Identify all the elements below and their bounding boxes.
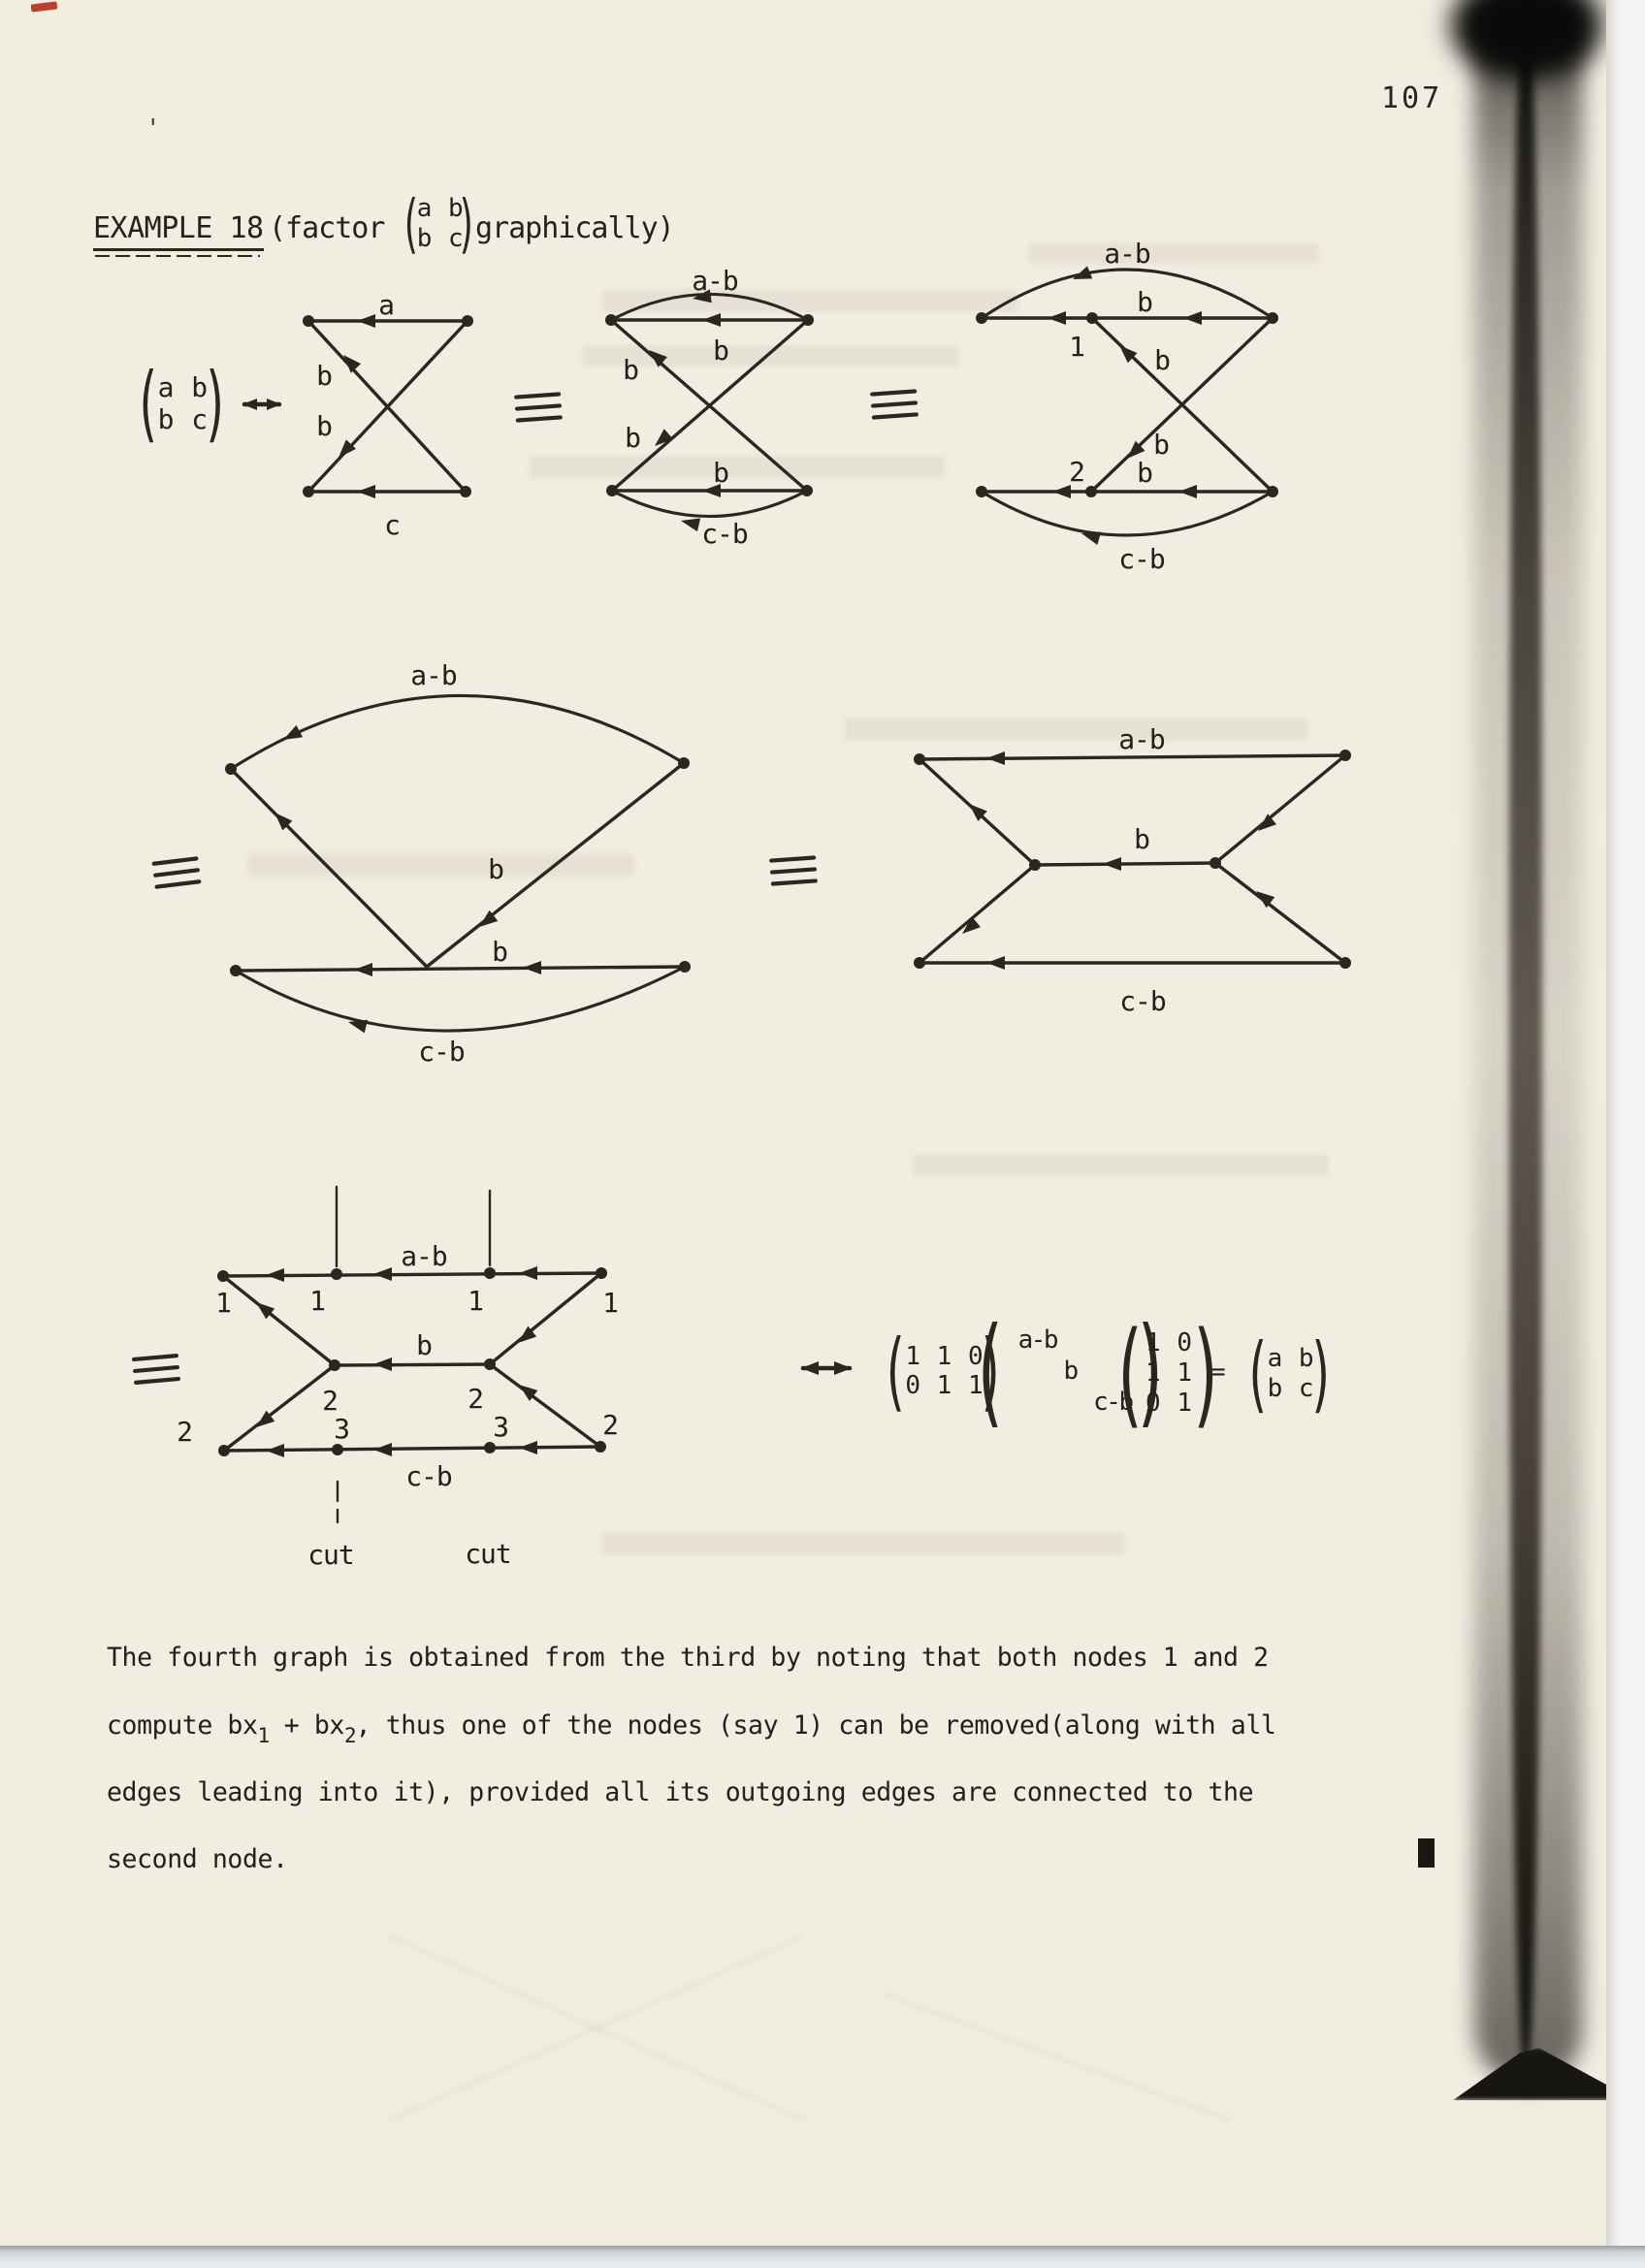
matrix-entry: ( a-b (1017, 1326, 1057, 1355)
arrowhead (1178, 485, 1197, 498)
arrowhead (339, 350, 361, 372)
scan-edge-right (1606, 0, 1645, 2268)
edge-label: c-b (1119, 985, 1166, 1017)
equivalence-icon (134, 1356, 178, 1383)
double-arrow-icon (801, 1361, 852, 1375)
edge-label: a-b (410, 659, 457, 691)
cut-label: cut (465, 1538, 511, 1570)
edge-label: b (416, 1329, 432, 1361)
arrowhead (1080, 527, 1101, 545)
title-text-post: graphically) (475, 211, 674, 245)
equivalence-icon (872, 391, 917, 417)
paragraph-line: second node. (107, 1844, 288, 1874)
graph-2 (605, 265, 814, 550)
page-number: 107 (1381, 81, 1443, 115)
arrowhead (1103, 857, 1121, 871)
qed-mark (1418, 1838, 1435, 1868)
paragraph-line: edges leading into it), provided all its outgoing edges are connected to the (107, 1777, 1254, 1807)
arrowhead (354, 963, 372, 976)
edge-label: b (1153, 429, 1169, 461)
matrix-entry: c-b (1093, 1388, 1132, 1417)
arrowhead (702, 313, 721, 327)
arrowhead (986, 956, 1005, 970)
node-label: 1 (602, 1287, 618, 1319)
arrowhead (373, 1443, 392, 1456)
matrix-row: ( 1 1 0 (905, 1342, 982, 1371)
node-label: 2 (177, 1416, 192, 1448)
edge-label: b (488, 853, 503, 885)
graph-5 (914, 723, 1351, 1017)
title-text-pre: (factor (269, 211, 385, 245)
edge-label: b (1137, 286, 1152, 318)
edge-label: a (378, 289, 394, 321)
double-arrow-icon (242, 399, 281, 410)
arrowhead (1183, 311, 1202, 325)
node-label: 2 (602, 1409, 618, 1441)
scan-edge-bottom (0, 2246, 1645, 2268)
edge-label: c-b (1118, 543, 1165, 575)
edge-label: b (1154, 344, 1170, 376)
node-label: 2 (1069, 456, 1084, 488)
graph-1 (303, 289, 473, 541)
arrowhead (523, 961, 541, 974)
arrowhead (1048, 311, 1066, 325)
equals-sign: = (1210, 1358, 1224, 1387)
edge-label: c-b (405, 1460, 452, 1492)
graph-4 (225, 659, 691, 1068)
edge-label: b (713, 457, 728, 489)
matrix-row: b c (1267, 1374, 1312, 1403)
edge-label: b (316, 360, 332, 392)
graph-6 (177, 1187, 618, 1571)
equivalence-icon (516, 394, 561, 420)
edge-label: b (623, 354, 638, 386)
subscript: 1 (257, 1724, 270, 1747)
subscript: 2 (343, 1724, 356, 1747)
edge-label: b (1134, 823, 1149, 855)
edge-label: a-b (401, 1240, 447, 1272)
node-label: 2 (322, 1385, 338, 1417)
edge-label: a-b (692, 265, 738, 297)
node-label: 1 (468, 1285, 483, 1317)
arrowhead (519, 1441, 537, 1454)
node-label: 1 (215, 1287, 231, 1319)
arrowhead (266, 1444, 284, 1457)
edge-label: b (713, 335, 728, 367)
stray-mark: ' (145, 114, 161, 144)
node-label: 1 (1069, 331, 1084, 363)
edge-label: a-b (1118, 723, 1165, 755)
edge-label: b (625, 422, 640, 454)
node-label: 1 (309, 1285, 325, 1317)
arrowhead (986, 751, 1005, 765)
matrix-row: 0 1 1 (905, 1371, 982, 1400)
arrowhead (373, 1267, 392, 1281)
arrowhead (280, 725, 303, 746)
arrowhead (519, 1266, 537, 1280)
matrix-row: ( a b (157, 371, 206, 403)
equivalence-icon (154, 858, 200, 886)
edge-label: c (384, 509, 400, 541)
node-label: 3 (334, 1413, 349, 1445)
edge-label: c-b (418, 1036, 465, 1068)
edge-label: c-b (701, 518, 748, 550)
arrowhead (373, 1358, 392, 1371)
matrix-row: ( a b (1267, 1344, 1312, 1373)
example-heading: EXAMPLE 18 (93, 211, 264, 251)
matrix-row: ( 1 0 (1145, 1327, 1190, 1358)
paragraph-line: compute $bx_1 + bx_2$, thus one of the nodes (say 1) can be removed(along with all (107, 1710, 1276, 1747)
matrix-row: b c (157, 403, 206, 435)
arrowhead (357, 314, 375, 328)
gutter-shadow-core (1509, 0, 1542, 2063)
matrix-row: ( a b (416, 194, 462, 223)
node-label: 2 (468, 1383, 483, 1415)
equation-result-matrix (1242, 1330, 1338, 1418)
arrowhead (266, 1268, 284, 1282)
matrix-row: b c (416, 224, 462, 253)
matrix-row: 1 1 (1145, 1358, 1190, 1388)
edge-label: b (492, 936, 507, 968)
edge-label: a-b (1104, 238, 1150, 270)
edge-label: b (1137, 457, 1152, 489)
equivalence-icon (771, 857, 816, 883)
edge-label: b (316, 410, 332, 442)
node-label: 3 (493, 1411, 508, 1443)
matrix-row: 0 1 (1145, 1388, 1190, 1418)
matrix-entry: b (1063, 1357, 1077, 1386)
graph-3 (976, 238, 1278, 575)
paragraph-line: The fourth graph is obtained from the third by noting that both nodes 1 and 2 (107, 1643, 1269, 1673)
arrowhead (357, 485, 375, 498)
cut-label: cut (307, 1539, 354, 1571)
